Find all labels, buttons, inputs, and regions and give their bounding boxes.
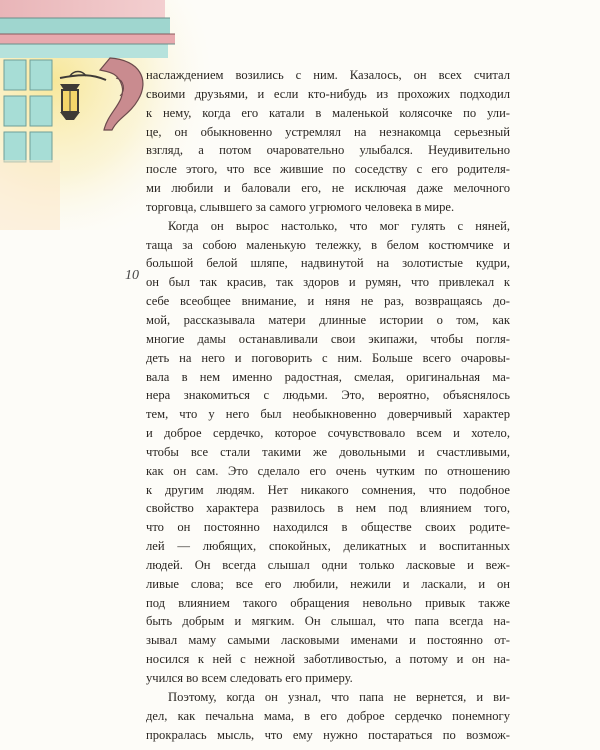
text-line: деть на него и поговорить с ним. Больше всего очаровы- (146, 350, 510, 365)
text-line: и доброе сердечко, которое сочувствовало всем и хотело, (146, 426, 510, 441)
text-line: многие дамы останавливали свои экипажи, чтобы погля- (146, 331, 510, 346)
text-line: Когда он вырос настолько, что мог гулять с няней, (168, 218, 510, 233)
text-line: к нему, когда его катали в маленькой колясочке по ули- (146, 105, 510, 120)
text-line: прокралась мысль, что ему нужно постараться по возмож- (146, 727, 510, 742)
text-line: носился к ней с нежной заботливостью, а потому и он на- (146, 652, 510, 667)
text-line: своими друзьями, и если кто-нибудь из прохожих подходил (146, 86, 510, 101)
text-line: под влиянием такого обращения невольно привык также (146, 595, 510, 610)
text-line: он был так красив, так здоров и румян, что привлекал к (146, 275, 510, 290)
text-line: таща за собою маленькую тележку, в белом костюмчике и (146, 237, 510, 252)
text-line: что он постоянно находился в обществе своих родите- (146, 520, 510, 535)
text-line: нера знакомиться с людьми. Это, вероятно, объяснялось (146, 388, 510, 403)
text-line: це, он обыкновенно устремлял на незнакомца серьезный (146, 124, 510, 139)
text-line: чтобы все стали такими же довольными и счастливыми, (146, 444, 510, 459)
text-line: людей. Он всегда слышал одни только ласковые и веж- (146, 557, 510, 572)
text-line: мой, рассказывала матери длинные истории о том, как (146, 312, 510, 327)
text-line: наслаждением возились с ним. Казалось, он всех считал (146, 68, 510, 82)
text-line: ми любили и баловали его, не исключая даже мелочного (146, 181, 510, 196)
text-line: ливые слова; все его любили, нежили и ласкали, и он (146, 576, 510, 591)
text-line: зывал маму самыми ласковыми именами и постоянно от- (146, 633, 510, 648)
text-line: тем, что у него был необыкновенно доверчивый характер (146, 407, 510, 422)
text-line: учился во всем следовать его примеру. (146, 671, 353, 685)
text-line: себе всеобщее внимание, и няня не раз, возвращаясь до- (146, 294, 510, 309)
page-number: 10 (125, 268, 139, 283)
text-line: после этого, что все жившие по соседству с его родителя- (146, 162, 510, 177)
text-line: вала в нем именно радостная, смелая, оригинальная ма- (146, 369, 510, 384)
text-line: большой белой шляпе, надвинутой на золотистые кудри, (146, 256, 510, 271)
text-line: как он сам. Это сделало его очень чутким по отношению (146, 463, 510, 478)
text-line: быть добрым и мягким. Он слышал, что папа всегда на- (146, 614, 510, 629)
text-line: лей — любящих, спокойных, деликатных и воспитанных (146, 539, 510, 554)
text-line: торговца, слывшего за самого угрюмого человека в мире. (146, 199, 455, 214)
text-line: свойство характера развилось в нем под влиянием того, (146, 501, 510, 516)
text-line: дел, как печальна мама, в его доброе сердечко понемногу (146, 708, 510, 723)
text-line: взгляд, а потом очаровательно улыбался. Неудивительно (146, 143, 510, 158)
text-line: Поэтому, когда он узнал, что папа не вернется, и ви- (168, 689, 510, 704)
text-line: к другим людям. Нет никакого сомнения, что подобное (146, 482, 510, 497)
body-text (146, 66, 510, 744)
